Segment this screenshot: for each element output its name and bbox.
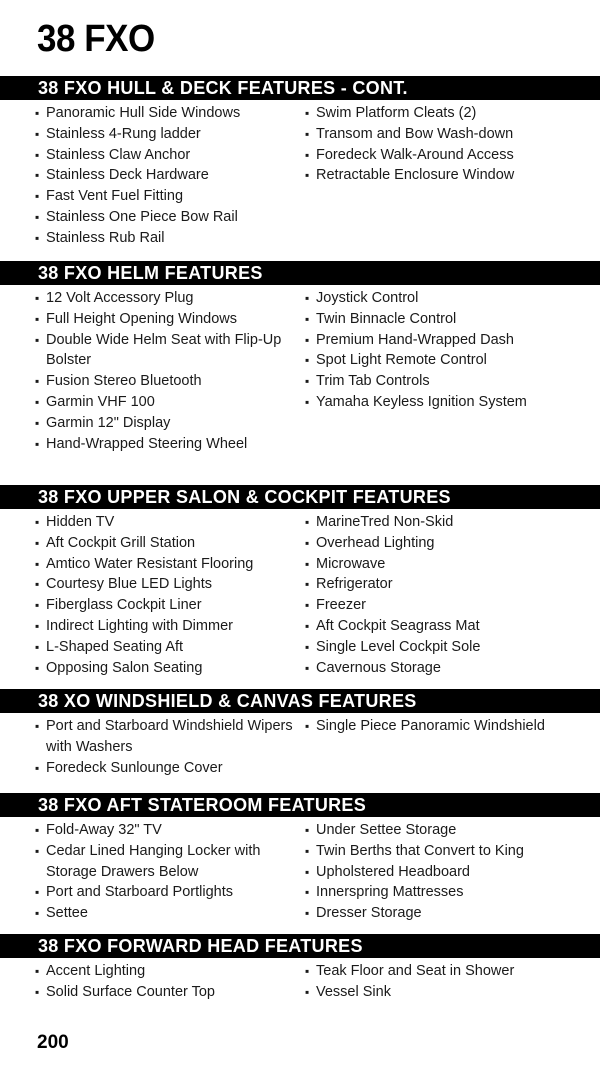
- feature-item: [35, 595, 297, 616]
- bullet-icon: ▪: [35, 906, 40, 921]
- feature-text: Foredeck Walk-Around Access: [316, 146, 514, 163]
- feature-item: [305, 350, 590, 371]
- feature-text: Trim Tab Controls: [316, 373, 430, 390]
- feature-text: Amtico Water Resistant Flooring: [46, 555, 254, 572]
- feature-item: [305, 309, 590, 330]
- bullet-icon: ▪: [305, 984, 310, 999]
- feature-text: Teak Floor and Seat in Shower: [316, 963, 515, 979]
- feature-text: Overhead Lighting: [316, 534, 435, 551]
- feature-item: [305, 903, 590, 924]
- bullet-icon: ▪: [305, 311, 310, 326]
- feature-text: Fusion Stereo Bluetooth: [46, 373, 202, 390]
- feature-list-left: [35, 961, 297, 1003]
- feature-item: [35, 574, 297, 595]
- feature-item: [305, 165, 590, 186]
- feature-item: [35, 512, 297, 533]
- feature-item: [305, 658, 590, 679]
- feature-list-left: [35, 716, 297, 778]
- feature-item: [305, 574, 590, 595]
- feature-item: [305, 512, 590, 533]
- feature-text: 12 Volt Accessory Plug: [46, 290, 194, 306]
- feature-item: [305, 595, 590, 616]
- bullet-icon: ▪: [35, 291, 40, 305]
- feature-text: Hidden TV: [46, 514, 115, 530]
- feature-text: Yamaha Keyless Ignition System: [316, 393, 527, 410]
- feature-text: L-Shaped Seating Aft: [46, 638, 184, 655]
- feature-item: [305, 554, 590, 575]
- feature-item: [35, 716, 297, 758]
- section-title: 38 XO WINDSHIELD & CANVAS FEATURES: [0, 689, 600, 713]
- section-helm: [0, 261, 600, 476]
- feature-item: [35, 392, 297, 413]
- bullet-icon: ▪: [305, 660, 310, 675]
- feature-text: Transom and Bow Wash-down: [316, 125, 514, 142]
- feature-text: Indirect Lighting with Dimmer: [46, 617, 233, 634]
- feature-item: [35, 145, 297, 166]
- feature-text: Twin Binnacle Control: [316, 310, 457, 327]
- feature-list-right: [305, 103, 590, 186]
- feature-list-left: [35, 288, 297, 454]
- feature-item: [35, 820, 297, 841]
- bullet-icon: ▪: [35, 984, 40, 999]
- feature-text: Stainless One Piece Bow Rail: [46, 208, 238, 225]
- feature-item: [305, 961, 590, 982]
- feature-text: Hand-Wrapped Steering Wheel: [46, 435, 248, 452]
- bullet-icon: ▪: [305, 598, 310, 613]
- bullet-icon: ▪: [35, 168, 40, 183]
- feature-item: [305, 982, 590, 1003]
- section-title: 38 FXO FORWARD HEAD FEATURES: [0, 934, 600, 958]
- bullet-icon: ▪: [35, 618, 40, 633]
- feature-item: [35, 288, 297, 309]
- feature-item: [305, 124, 590, 145]
- feature-text: Upholstered Headboard: [316, 863, 470, 880]
- bullet-icon: ▪: [305, 353, 310, 368]
- feature-item: [35, 882, 297, 903]
- bullet-icon: ▪: [35, 311, 40, 326]
- bullet-icon: ▪: [305, 843, 310, 858]
- page-number: 200: [37, 1032, 69, 1053]
- feature-text: Aft Cockpit Seagrass Mat: [316, 617, 480, 634]
- bullet-icon: ▪: [305, 168, 310, 183]
- section-aft-stateroom: [0, 793, 600, 931]
- feature-item: [35, 228, 297, 249]
- feature-text: Joystick Control: [316, 290, 419, 306]
- feature-item: [35, 903, 297, 924]
- feature-text: Panoramic Hull Side Windows: [46, 105, 241, 121]
- feature-item: [305, 145, 590, 166]
- bullet-icon: ▪: [305, 639, 310, 654]
- feature-item: [35, 124, 297, 145]
- section-title: 38 FXO UPPER SALON & COCKPIT FEATURES: [0, 485, 600, 509]
- feature-text: MarineTred Non-Skid: [316, 514, 454, 530]
- feature-list-left: [35, 512, 297, 678]
- feature-text: Courtesy Blue LED Lights: [46, 576, 213, 593]
- feature-text: Opposing Salon Seating: [46, 659, 203, 676]
- feature-item: [35, 658, 297, 679]
- section-windshield-canvas: [0, 689, 600, 789]
- feature-text: Single Piece Panoramic Windshield: [316, 718, 545, 734]
- bullet-icon: ▪: [305, 577, 310, 592]
- feature-text: Fold-Away 32" TV: [46, 822, 162, 838]
- feature-item: [305, 103, 590, 124]
- feature-item: [35, 554, 297, 575]
- feature-item: [305, 371, 590, 392]
- feature-item: [35, 309, 297, 330]
- bullet-icon: ▪: [305, 147, 310, 162]
- feature-item: [305, 392, 590, 413]
- feature-text: Refrigerator: [316, 576, 393, 593]
- feature-item: [305, 330, 590, 351]
- feature-text: Vessel Sink: [316, 983, 391, 1000]
- feature-item: [35, 371, 297, 392]
- bullet-icon: ▪: [35, 577, 40, 592]
- feature-text: Full Height Opening Windows: [46, 310, 238, 327]
- feature-item: [35, 207, 297, 228]
- section-title: 38 FXO AFT STATEROOM FEATURES: [0, 793, 600, 817]
- feature-text: Cavernous Storage: [316, 659, 441, 676]
- bullet-icon: ▪: [305, 618, 310, 633]
- bullet-icon: ▪: [35, 147, 40, 162]
- bullet-icon: ▪: [35, 209, 40, 224]
- feature-text: Garmin VHF 100: [46, 393, 155, 410]
- bullet-icon: ▪: [35, 106, 40, 120]
- bullet-icon: ▪: [305, 394, 310, 409]
- feature-text: Innerspring Mattresses: [316, 884, 464, 901]
- feature-text: Swim Platform Cleats (2): [316, 105, 477, 121]
- feature-item: [35, 982, 297, 1003]
- feature-list-right: [305, 716, 590, 737]
- feature-item: [35, 616, 297, 637]
- bullet-icon: ▪: [35, 230, 40, 245]
- bullet-icon: ▪: [305, 374, 310, 389]
- feature-item: [35, 413, 297, 434]
- feature-text: Single Level Cockpit Sole: [316, 638, 481, 655]
- feature-text: Garmin 12" Display: [46, 414, 171, 431]
- feature-item: [305, 820, 590, 841]
- feature-text: Stainless Rub Rail: [46, 229, 165, 246]
- feature-item: [305, 862, 590, 883]
- feature-item: [35, 961, 297, 982]
- feature-list-right: [305, 512, 590, 678]
- feature-item: [305, 882, 590, 903]
- feature-item: [305, 288, 590, 309]
- feature-list-right: [305, 820, 590, 924]
- feature-text: Port and Starboard Portlights: [46, 884, 233, 901]
- feature-text: Dresser Storage: [316, 905, 422, 922]
- bullet-icon: ▪: [305, 535, 310, 550]
- feature-text: Fiberglass Cockpit Liner: [46, 597, 202, 614]
- bullet-icon: ▪: [35, 885, 40, 900]
- section-upper-salon-cockpit: [0, 485, 600, 685]
- bullet-icon: ▪: [35, 189, 40, 204]
- feature-item: [35, 103, 297, 124]
- feature-item: [305, 637, 590, 658]
- feature-item: [35, 330, 297, 372]
- feature-text: Cedar Lined Hanging Locker with Storage Drawers Below: [46, 842, 261, 880]
- bullet-icon: ▪: [35, 332, 40, 347]
- feature-item: [305, 716, 590, 737]
- feature-list-right: [305, 288, 590, 413]
- feature-text: Aft Cockpit Grill Station: [46, 534, 196, 551]
- feature-text: Stainless Deck Hardware: [46, 167, 209, 184]
- feature-text: Under Settee Storage: [316, 822, 457, 838]
- feature-text: Fast Vent Fuel Fitting: [46, 188, 184, 205]
- bullet-icon: ▪: [35, 394, 40, 409]
- bullet-icon: ▪: [35, 535, 40, 550]
- feature-item: [35, 637, 297, 658]
- bullet-icon: ▪: [305, 556, 310, 571]
- bullet-icon: ▪: [35, 515, 40, 529]
- bullet-icon: ▪: [35, 374, 40, 389]
- bullet-icon: ▪: [305, 291, 310, 305]
- feature-list-right: [305, 961, 590, 1003]
- bullet-icon: ▪: [35, 719, 40, 733]
- bullet-icon: ▪: [305, 885, 310, 900]
- feature-item: [305, 616, 590, 637]
- page-title: 38 FXO: [37, 18, 155, 60]
- feature-item: [305, 533, 590, 554]
- feature-text: Microwave: [316, 555, 386, 572]
- feature-text: Double Wide Helm Seat with Flip-Up Bolster: [46, 331, 282, 369]
- bullet-icon: ▪: [35, 843, 40, 858]
- feature-list-left: [35, 820, 297, 924]
- feature-item: [305, 841, 590, 862]
- bullet-icon: ▪: [35, 415, 40, 430]
- feature-text: Stainless Claw Anchor: [46, 146, 191, 163]
- feature-text: Accent Lighting: [46, 963, 146, 979]
- bullet-icon: ▪: [305, 964, 310, 978]
- bullet-icon: ▪: [35, 660, 40, 675]
- feature-item: [35, 186, 297, 207]
- bullet-icon: ▪: [35, 556, 40, 571]
- bullet-icon: ▪: [305, 864, 310, 879]
- feature-text: Premium Hand-Wrapped Dash: [316, 331, 514, 348]
- feature-text: Twin Berths that Convert to King: [316, 842, 524, 859]
- section-forward-head: [0, 934, 600, 1014]
- bullet-icon: ▪: [305, 515, 310, 529]
- feature-text: Freezer: [316, 597, 366, 614]
- feature-item: [35, 758, 297, 779]
- feature-text: Spot Light Remote Control: [316, 352, 487, 369]
- feature-item: [35, 533, 297, 554]
- feature-item: [35, 165, 297, 186]
- section-hull-deck: [0, 76, 600, 253]
- bullet-icon: ▪: [35, 823, 40, 837]
- feature-text: Settee: [46, 905, 88, 922]
- feature-text: Foredeck Sunlounge Cover: [46, 759, 223, 776]
- feature-text: Retractable Enclosure Window: [316, 167, 515, 184]
- bullet-icon: ▪: [35, 639, 40, 654]
- feature-text: Solid Surface Counter Top: [46, 983, 216, 1000]
- bullet-icon: ▪: [305, 126, 310, 141]
- bullet-icon: ▪: [305, 906, 310, 921]
- bullet-icon: ▪: [35, 760, 40, 775]
- bullet-icon: ▪: [305, 823, 310, 837]
- feature-text: Stainless 4-Rung ladder: [46, 125, 201, 142]
- bullet-icon: ▪: [35, 436, 40, 451]
- section-title: 38 FXO HULL & DECK FEATURES - CONT.: [0, 76, 600, 100]
- bullet-icon: ▪: [305, 719, 310, 733]
- bullet-icon: ▪: [305, 106, 310, 120]
- bullet-icon: ▪: [35, 598, 40, 613]
- feature-text: Port and Starboard Windshield Wipers with Washers: [46, 718, 293, 755]
- section-title: 38 FXO HELM FEATURES: [0, 261, 600, 285]
- feature-item: [35, 841, 297, 883]
- feature-list-left: [35, 103, 297, 249]
- feature-item: [35, 434, 297, 455]
- bullet-icon: ▪: [35, 964, 40, 978]
- bullet-icon: ▪: [35, 126, 40, 141]
- bullet-icon: ▪: [305, 332, 310, 347]
